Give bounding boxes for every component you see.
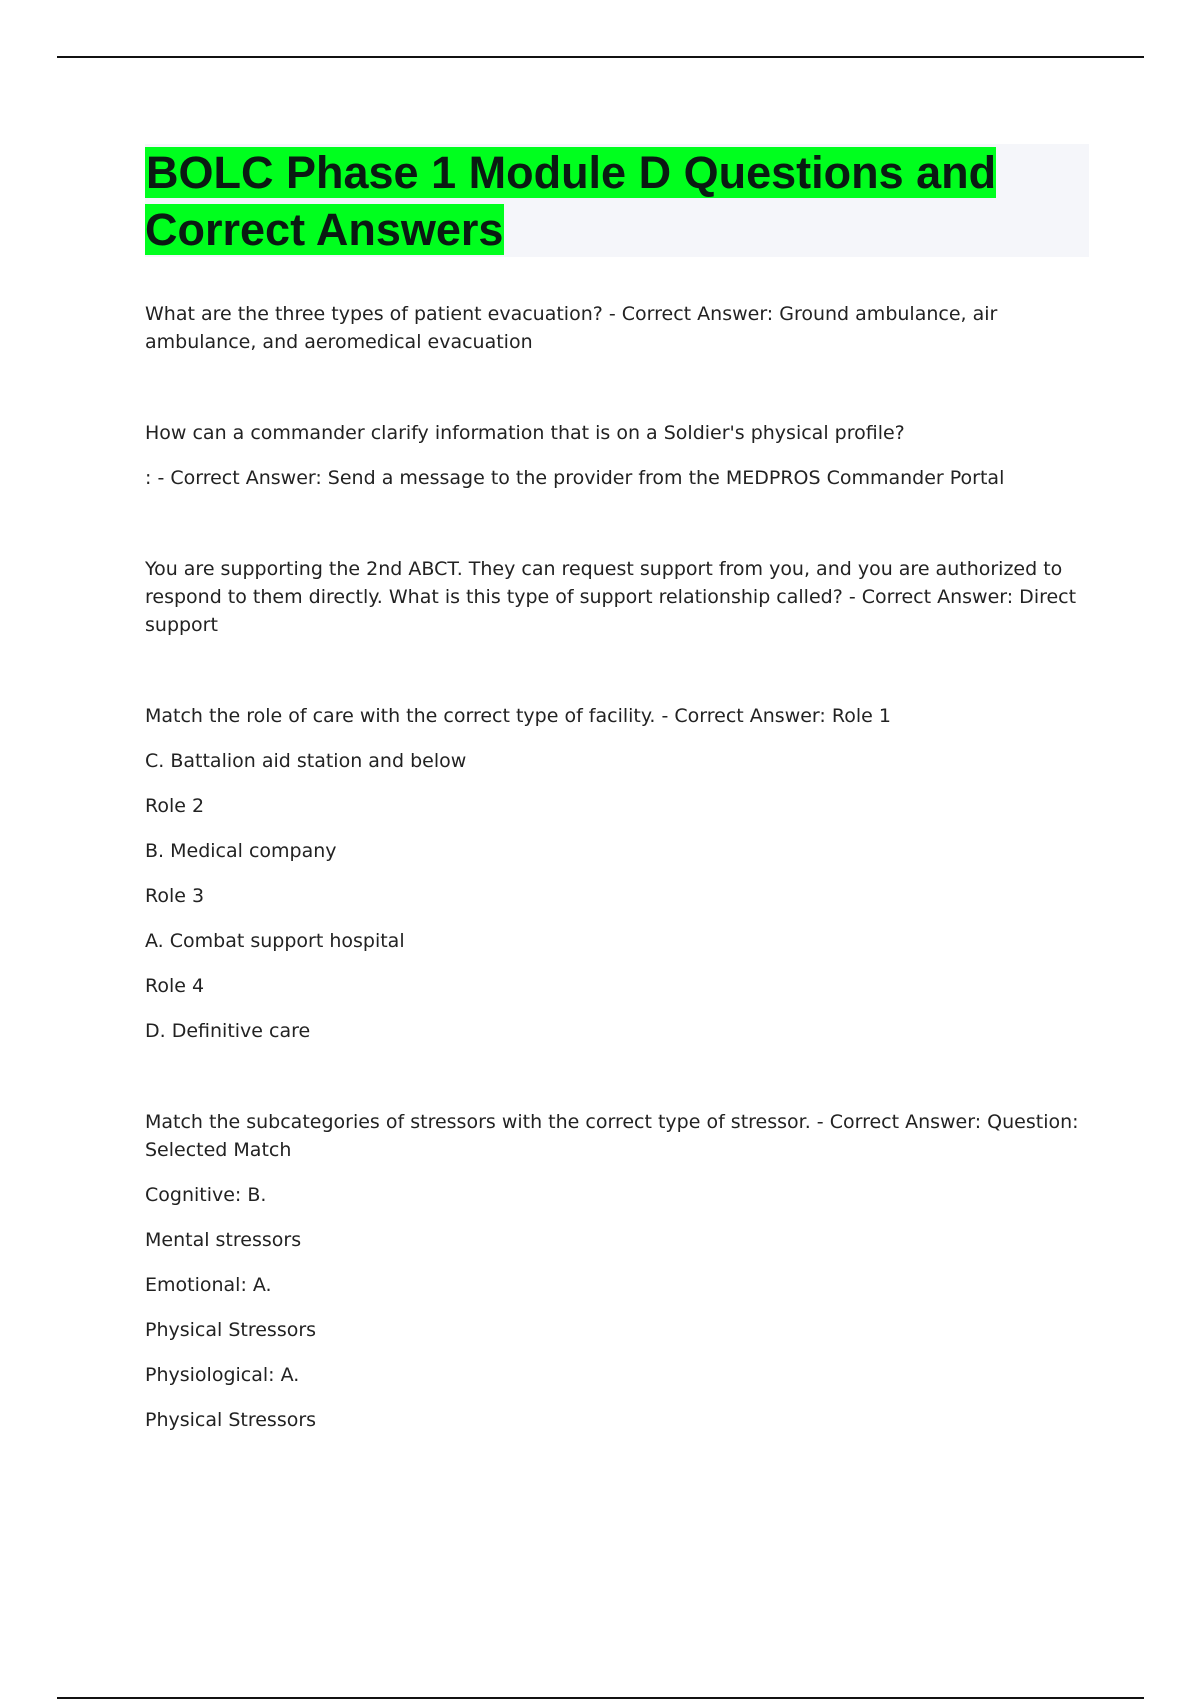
qa-line: Cognitive: B. [145, 1184, 267, 1206]
qa-line: B. Medical company [145, 840, 337, 862]
qa-line: Physiological: A. [145, 1364, 300, 1386]
title-block [145, 144, 1089, 257]
qa-item [145, 300, 1095, 356]
qa-line: Physical Stressors [145, 1319, 317, 1341]
qa-line: D. Definitive care [145, 1020, 311, 1042]
bottom-rule [57, 1697, 1144, 1699]
qa-item [145, 555, 1095, 639]
qa-line: What are the three types of patient evacuation? - Correct Answer: Ground ambulance, air ambulance, and aeromedical evacuation [145, 303, 998, 353]
qa-line: Match the role of care with the correct type of facility. - Correct Answer: Role 1 [145, 705, 891, 727]
qa-line: Mental stressors [145, 1229, 302, 1251]
qa-line: Role 4 [145, 975, 205, 997]
qa-line: Emotional: A. [145, 1274, 272, 1296]
document-title [145, 144, 1089, 258]
top-rule [57, 56, 1144, 58]
qa-line: Role 2 [145, 795, 205, 817]
qa-line: Match the subcategories of stressors with the correct type of stressor. - Correct Answer: Question: Selected Match [145, 1111, 1079, 1161]
title-highlight: BOLC Phase 1 Module D Questions and Correct Answers [145, 147, 997, 255]
qa-line: Role 3 [145, 885, 205, 907]
qa-item [145, 419, 1095, 492]
qa-line: : - Correct Answer: Send a message to the provider from the MEDPROS Commander Portal [145, 467, 1005, 489]
qa-line: Physical Stressors [145, 1409, 317, 1431]
qa-line: A. Combat support hospital [145, 930, 405, 952]
qa-list [145, 300, 1095, 1497]
qa-line: You are supporting the 2nd ABCT. They can request support from you, and you are authorized to respond to them directly. What is this type of support relationship called? - Correct Answer: Direct support [145, 558, 1077, 636]
qa-item [145, 1108, 1095, 1434]
qa-item [145, 702, 1095, 1045]
qa-line: C. Battalion aid station and below [145, 750, 467, 772]
qa-line: How can a commander clarify information that is on a Soldier's physical profile? [145, 422, 905, 444]
